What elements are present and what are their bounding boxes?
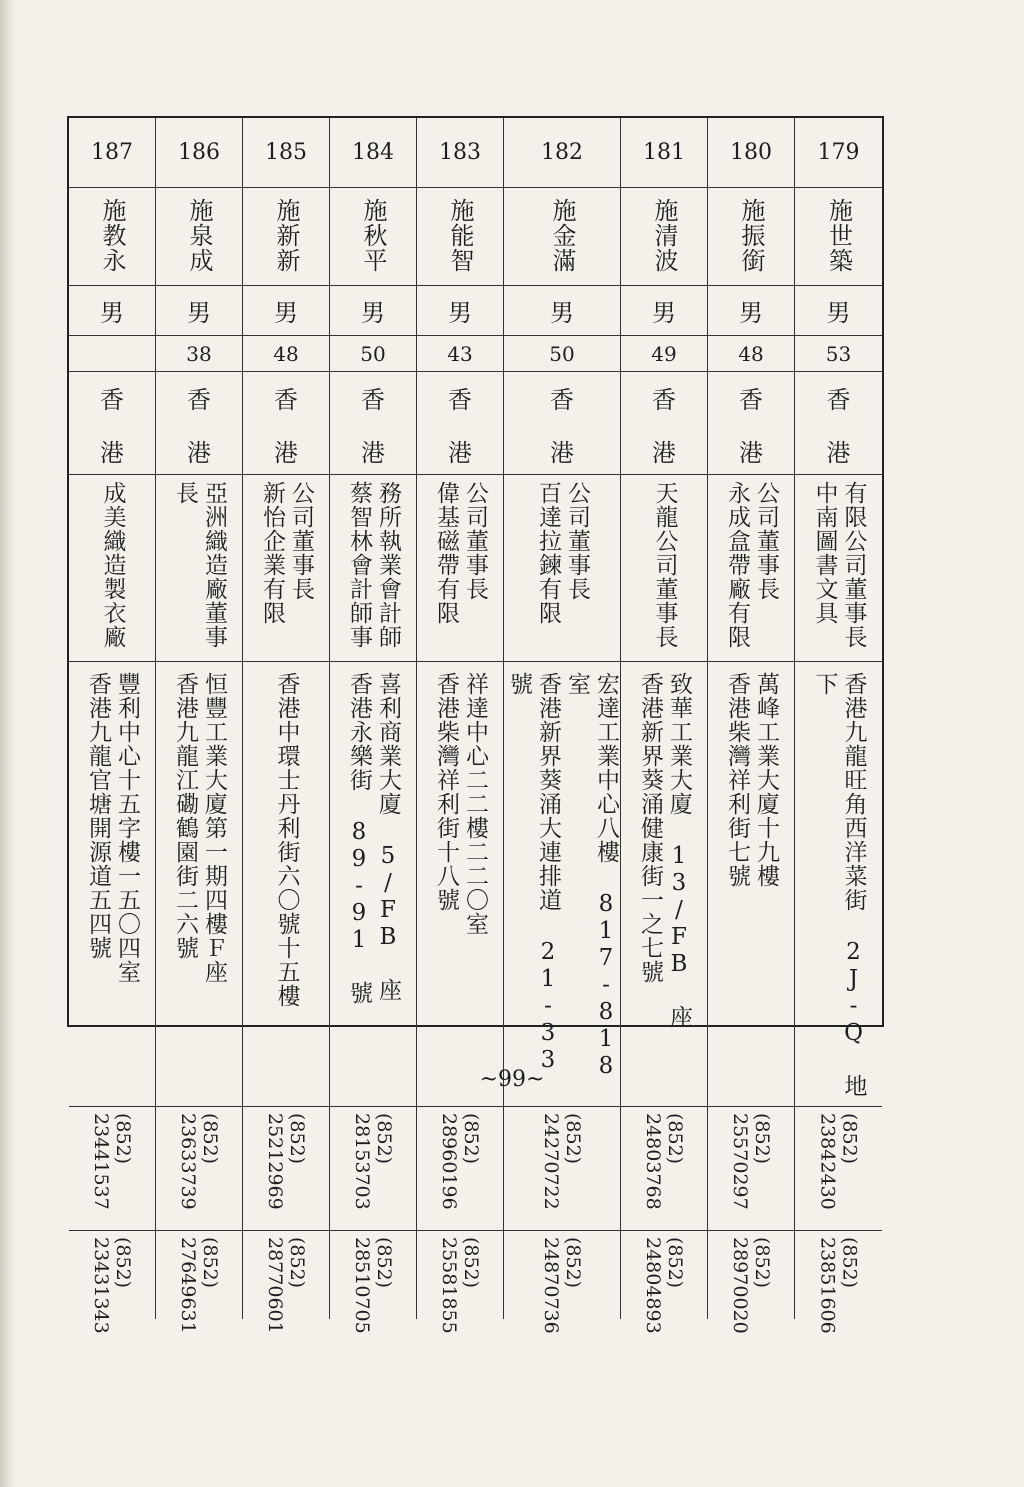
entry-number: 185 xyxy=(265,140,307,165)
member-address-cell xyxy=(69,662,156,1107)
member-phone-line: (852) xyxy=(664,1113,686,1165)
member-fax-line: (852) xyxy=(460,1237,482,1289)
member-name-cell xyxy=(795,188,882,286)
member-place-char: 港 xyxy=(550,439,574,467)
entry-number-cell xyxy=(795,118,882,188)
member-name: 施新新 xyxy=(272,198,300,273)
member-place-cell xyxy=(504,372,621,475)
member-address-line: 香港新界葵涌健康街一之七號 xyxy=(637,672,663,984)
member-phone-line: 25212969 xyxy=(264,1113,286,1210)
member-fax xyxy=(264,1231,308,1334)
member-phone-line: (852) xyxy=(751,1113,773,1165)
member-address-line: 恒豐工業大廈第一期四樓Ｆ座 xyxy=(201,672,227,984)
member-fax-cell xyxy=(156,1231,243,1334)
member-sex-cell xyxy=(708,286,795,336)
member-phone xyxy=(438,1107,482,1210)
member-sex: 男 xyxy=(100,299,124,327)
member-position-line: 永成盒帶廠有限 xyxy=(724,481,750,649)
member-place-cell xyxy=(621,372,708,475)
member-address-cell xyxy=(243,662,330,1107)
entry-number-cell xyxy=(504,118,621,188)
member-place-char: 港 xyxy=(739,439,763,467)
member-phone-cell xyxy=(621,1107,708,1231)
member-position-line: 偉基磁帶有限 xyxy=(433,481,459,625)
member-position-line: 務所執業會計師 xyxy=(375,481,401,649)
member-position-cell xyxy=(330,475,417,662)
member-phone-cell xyxy=(243,1107,330,1231)
member-fax-cell xyxy=(708,1231,795,1334)
member-sex: 男 xyxy=(739,299,763,327)
member-position-line: 公司董事長 xyxy=(564,481,590,601)
member-position-line: 公司董事長 xyxy=(753,481,779,601)
member-phone-line: (852) xyxy=(562,1113,584,1165)
member-position-line: 百達拉鍊有限 xyxy=(535,481,561,625)
member-age: 43 xyxy=(447,341,473,366)
member-phone-line: 28960196 xyxy=(438,1113,460,1210)
member-sex: 男 xyxy=(826,299,851,327)
member-fax-line: (852) xyxy=(838,1237,861,1289)
entry-number-cell xyxy=(330,118,417,188)
member-fax-cell xyxy=(417,1231,504,1334)
member-phone xyxy=(642,1107,686,1210)
member-phone xyxy=(540,1107,584,1210)
member-age: 38 xyxy=(186,341,212,366)
member-place-char: 香 xyxy=(739,386,763,414)
member-fax-cell xyxy=(504,1231,621,1334)
member-name: 施清波 xyxy=(650,198,678,273)
member-phone-line: (852) xyxy=(838,1113,861,1165)
member-phone-line: (852) xyxy=(460,1113,482,1165)
member-phone-line: 24270722 xyxy=(540,1113,562,1210)
member-fax xyxy=(729,1231,773,1334)
entry-number: 181 xyxy=(643,140,685,165)
member-fax-line: 23851606 xyxy=(816,1237,839,1334)
member-age-cell xyxy=(621,336,708,372)
member-place-char: 香 xyxy=(550,386,574,414)
member-phone-line: 28153703 xyxy=(351,1113,373,1210)
member-place-char: 香 xyxy=(826,386,851,414)
member-fax-line: 25581855 xyxy=(438,1237,460,1334)
member-age: 48 xyxy=(738,341,764,366)
member-phone xyxy=(264,1107,308,1210)
member-address-line: 萬峰工業大廈十九樓 xyxy=(753,672,779,888)
member-phone-cell xyxy=(69,1107,156,1231)
member-fax-cell xyxy=(621,1231,708,1334)
member-address-cell xyxy=(417,662,504,1107)
member-address-cell xyxy=(621,662,708,1107)
entry-number-cell xyxy=(243,118,330,188)
member-name: 施金滿 xyxy=(548,198,576,273)
member-fax-line: (852) xyxy=(562,1237,584,1289)
entry-number: 184 xyxy=(352,140,394,165)
member-address-line: 香港永樂街 89-91 號 xyxy=(346,672,372,1005)
member-age-cell xyxy=(330,336,417,372)
member-name: 施世築 xyxy=(824,198,853,273)
member-fax xyxy=(438,1231,482,1334)
member-place-cell xyxy=(156,372,243,475)
member-sex: 男 xyxy=(361,299,385,327)
member-address-line: 祥達中心二二樓二二〇室 xyxy=(462,672,488,936)
member-sex: 男 xyxy=(274,299,298,327)
member-fax-line: (852) xyxy=(751,1237,773,1289)
member-address-cell xyxy=(708,662,795,1107)
member-phone-cell xyxy=(708,1107,795,1231)
member-sex-cell xyxy=(504,286,621,336)
member-sex-cell xyxy=(795,286,882,336)
member-place-char: 香 xyxy=(652,386,676,414)
member-position-cell xyxy=(417,475,504,662)
member-age: 53 xyxy=(825,341,852,366)
member-position-line: 成美織造製衣廠 xyxy=(99,481,126,649)
member-sex-cell xyxy=(156,286,243,336)
member-place-char: 港 xyxy=(361,439,385,467)
member-name: 施秋平 xyxy=(359,198,387,273)
member-name-cell xyxy=(504,188,621,286)
member-position-cell xyxy=(156,475,243,662)
entry-number: 180 xyxy=(730,140,772,165)
entry-number-cell xyxy=(417,118,504,188)
member-name: 施振銜 xyxy=(737,198,765,273)
member-name-cell xyxy=(417,188,504,286)
member-position-line: 蔡智林會計師事 xyxy=(346,481,372,649)
member-place-cell xyxy=(795,372,882,475)
member-fax-line: 27649631 xyxy=(177,1237,199,1334)
member-name-cell xyxy=(621,188,708,286)
member-address-line: 香港九龍江磡鶴園街二六號 xyxy=(172,672,198,960)
member-sex: 男 xyxy=(550,299,574,327)
member-place-char: 港 xyxy=(652,439,676,467)
member-address-line: 香港柴灣祥利街十八號 xyxy=(433,672,459,912)
member-fax-cell xyxy=(69,1231,156,1334)
member-fax xyxy=(351,1231,395,1334)
member-phone xyxy=(90,1107,134,1210)
entry-number-cell xyxy=(708,118,795,188)
member-position-cell xyxy=(795,475,882,662)
member-phone-cell xyxy=(156,1107,243,1231)
member-age-cell xyxy=(417,336,504,372)
member-position-cell xyxy=(243,475,330,662)
member-age-cell xyxy=(243,336,330,372)
member-phone-line: (852) xyxy=(286,1113,308,1165)
member-sex: 男 xyxy=(187,299,211,327)
member-phone-cell xyxy=(330,1107,417,1231)
member-phone-line: 23441537 xyxy=(90,1113,112,1210)
member-fax-cell xyxy=(243,1231,330,1334)
member-name-cell xyxy=(243,188,330,286)
member-place-cell xyxy=(243,372,330,475)
member-sex-cell xyxy=(243,286,330,336)
member-position-line: 亞洲織造廠董事長 xyxy=(172,481,227,649)
member-place-char: 港 xyxy=(187,439,211,467)
member-address-line: 宏達工業中心八樓 817-818 室 xyxy=(564,672,619,1080)
member-address-line: 喜利商業大廈 5/FB 座 xyxy=(375,672,401,1002)
member-phone-line: (852) xyxy=(199,1113,221,1165)
member-table xyxy=(67,116,884,1334)
member-address-cell xyxy=(330,662,417,1107)
entry-number-cell xyxy=(69,118,156,188)
member-place-char: 香 xyxy=(274,386,298,414)
member-phone xyxy=(817,1107,861,1210)
member-address-line: 香港九龍旺角西洋菜街 2J-Q 地下 xyxy=(811,672,867,1098)
entry-number-cell xyxy=(156,118,243,188)
member-age: 48 xyxy=(273,341,299,366)
member-phone-line: (852) xyxy=(112,1113,134,1165)
member-address-line: 豐利中心十五字樓一五〇四室 xyxy=(114,672,140,984)
entry-number: 187 xyxy=(91,140,133,165)
member-age: 50 xyxy=(549,341,575,366)
member-position-line: 公司董事長 xyxy=(462,481,488,601)
member-position-cell xyxy=(69,475,156,662)
member-fax xyxy=(642,1231,686,1334)
member-place-char: 香 xyxy=(187,386,211,414)
member-name-cell xyxy=(330,188,417,286)
member-place-char: 香 xyxy=(100,386,124,414)
member-address-cell xyxy=(504,662,621,1107)
member-phone xyxy=(729,1107,773,1210)
member-address-line: 香港柴灣祥利街七號 xyxy=(724,672,750,888)
member-fax-line: 28970020 xyxy=(729,1237,751,1334)
member-phone-cell xyxy=(795,1107,882,1231)
member-name-cell xyxy=(69,188,156,286)
member-fax xyxy=(540,1231,584,1334)
member-sex-cell xyxy=(417,286,504,336)
member-fax-line: (852) xyxy=(199,1237,221,1289)
member-age-cell xyxy=(69,336,156,372)
member-age-cell xyxy=(156,336,243,372)
member-position-cell xyxy=(504,475,621,662)
member-fax xyxy=(817,1231,861,1334)
book-spine-shadow xyxy=(0,0,16,1487)
member-name-cell xyxy=(708,188,795,286)
member-fax-line: 23431343 xyxy=(90,1237,112,1334)
member-place-cell xyxy=(330,372,417,475)
member-address-cell xyxy=(795,662,882,1107)
member-sex: 男 xyxy=(652,299,676,327)
member-age: 49 xyxy=(651,341,677,366)
member-age-cell xyxy=(504,336,621,372)
member-phone-line: 25570297 xyxy=(729,1113,751,1210)
member-place-char: 港 xyxy=(826,439,851,467)
member-age: 50 xyxy=(360,341,386,366)
member-fax-line: 28510705 xyxy=(351,1237,373,1334)
member-place-char: 香 xyxy=(361,386,385,414)
member-fax-line: (852) xyxy=(112,1237,134,1289)
member-address-cell xyxy=(156,662,243,1107)
member-fax-line: 24804893 xyxy=(642,1237,664,1334)
member-name: 施教永 xyxy=(98,198,126,273)
member-name-cell xyxy=(156,188,243,286)
member-fax-cell xyxy=(795,1231,882,1334)
member-phone xyxy=(351,1107,395,1210)
member-sex-cell xyxy=(330,286,417,336)
member-position-line: 天龍公司董事長 xyxy=(651,481,678,649)
entry-number: 183 xyxy=(439,140,481,165)
member-fax xyxy=(90,1231,134,1334)
member-phone-cell xyxy=(504,1107,621,1231)
page-number: ~99~ xyxy=(479,1067,545,1092)
member-phone xyxy=(177,1107,221,1210)
member-phone-line: 24803768 xyxy=(642,1113,664,1210)
member-place-cell xyxy=(417,372,504,475)
member-phone-cell xyxy=(417,1107,504,1231)
member-name: 施泉成 xyxy=(185,198,213,273)
member-age-cell xyxy=(708,336,795,372)
member-position-line: 新怡企業有限 xyxy=(259,481,285,625)
member-position-line: 中南圖書文具 xyxy=(811,481,838,625)
member-sex-cell xyxy=(69,286,156,336)
member-address-line: 香港中環士丹利街六〇號十五樓 xyxy=(273,672,300,1008)
member-place-char: 港 xyxy=(274,439,298,467)
member-place-char: 香 xyxy=(448,386,472,414)
member-position-cell xyxy=(621,475,708,662)
member-phone-line: 23633739 xyxy=(177,1113,199,1210)
member-sex-cell xyxy=(621,286,708,336)
entry-number: 186 xyxy=(178,140,220,165)
member-phone-line: (852) xyxy=(373,1113,395,1165)
member-address-line: 香港新界葵涌大連排道 21-33 號 xyxy=(506,672,561,1074)
member-age-cell xyxy=(795,336,882,372)
member-fax-line: (852) xyxy=(286,1237,308,1289)
member-fax-cell xyxy=(330,1231,417,1334)
entry-number: 179 xyxy=(817,140,860,165)
entry-number: 182 xyxy=(541,140,583,165)
member-fax-line: 28770601 xyxy=(264,1237,286,1334)
member-fax-line: (852) xyxy=(664,1237,686,1289)
member-position-cell xyxy=(708,475,795,662)
member-place-char: 港 xyxy=(100,439,124,467)
member-name: 施能智 xyxy=(446,198,474,273)
member-address-line: 致華工業大廈 13/FB 座 xyxy=(666,672,692,1029)
member-phone-line: 23842430 xyxy=(816,1113,839,1210)
member-place-cell xyxy=(69,372,156,475)
member-position-line: 有限公司董事長 xyxy=(840,481,867,649)
member-position-line: 公司董事長 xyxy=(288,481,314,601)
member-fax-line: (852) xyxy=(373,1237,395,1289)
member-place-char: 港 xyxy=(448,439,472,467)
member-address-line: 香港九龍官塘開源道五四號 xyxy=(85,672,111,960)
member-sex: 男 xyxy=(448,299,472,327)
member-place-cell xyxy=(708,372,795,475)
member-fax-line: 24870736 xyxy=(540,1237,562,1334)
member-fax xyxy=(177,1231,221,1334)
entry-number-cell xyxy=(621,118,708,188)
